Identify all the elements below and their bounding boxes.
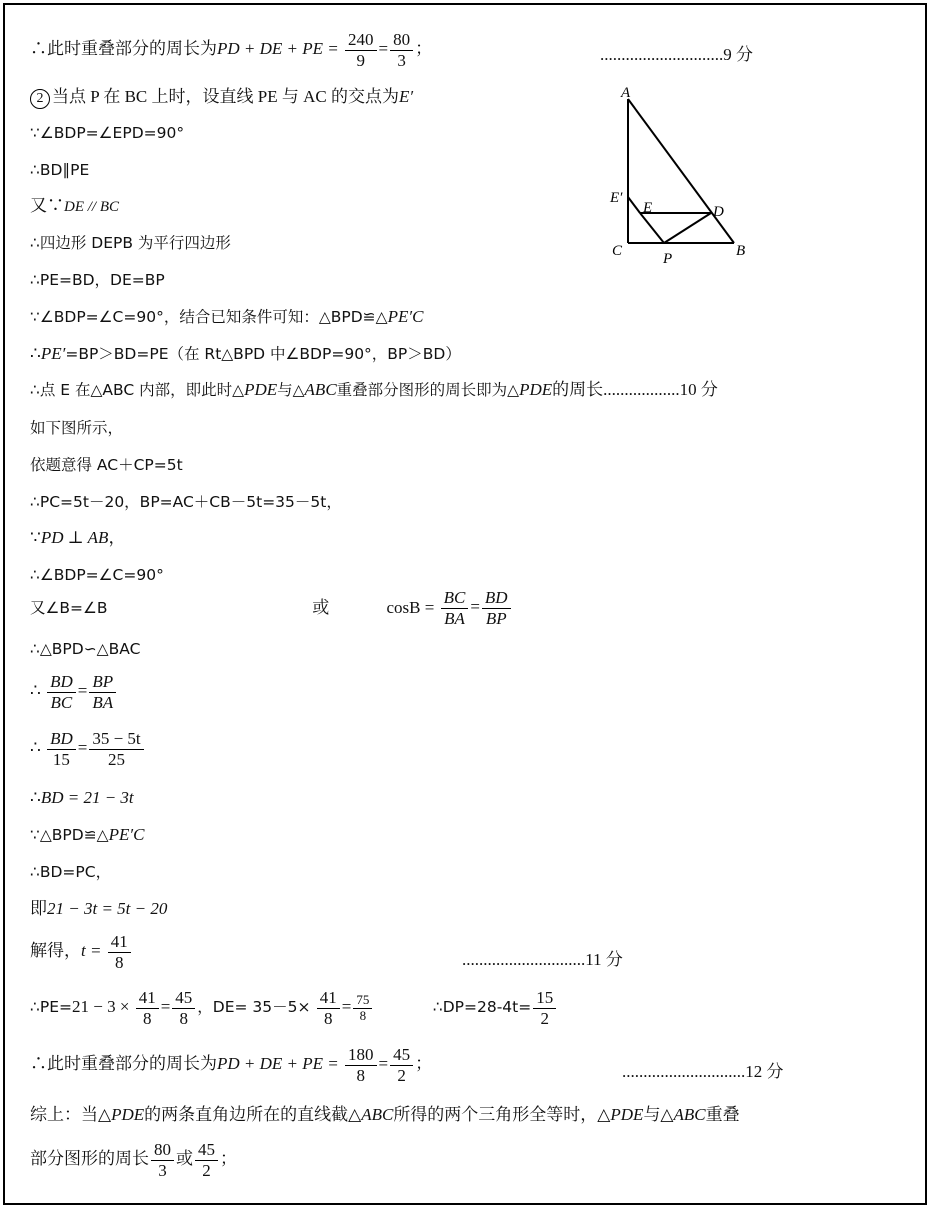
- line-6: ∴四边形 DEPB 为平行四边形: [30, 234, 231, 252]
- text: ∴此时重叠部分的周长为: [30, 1053, 217, 1073]
- fraction: [441, 588, 469, 628]
- line-12: 依题意得 AC＋CP=5t: [30, 456, 183, 474]
- line-18: [30, 672, 118, 712]
- fraction: [390, 30, 413, 70]
- text: 与△: [643, 1105, 674, 1124]
- line-7: ∴PE=BD，DE=BP: [30, 271, 165, 289]
- line-19: [30, 729, 146, 769]
- fraction: [317, 988, 340, 1028]
- line-3: ∵∠BDP=∠EPD=90°: [30, 124, 185, 142]
- equals: =: [77, 680, 88, 700]
- var: E′: [398, 87, 414, 106]
- text: 重叠: [705, 1105, 740, 1124]
- denominator: 2: [397, 1065, 406, 1085]
- denominator: 9: [356, 50, 366, 70]
- text: 与△: [277, 381, 305, 399]
- line-25: [30, 988, 558, 1028]
- score-9: .............................9 分: [600, 45, 753, 64]
- var: ABC: [361, 1105, 394, 1124]
- label-b: B: [736, 243, 746, 259]
- denominator: 8: [114, 952, 124, 972]
- fraction: [353, 993, 372, 1024]
- denominator: 8: [179, 1008, 189, 1028]
- fraction: [390, 1045, 413, 1085]
- text: 又∵: [30, 196, 64, 215]
- denominator: 8: [359, 1007, 367, 1023]
- text: 的两条直角边所在的直线截△: [144, 1105, 362, 1124]
- numerator: 45: [172, 988, 195, 1009]
- fraction: [533, 988, 556, 1028]
- segment-ep-extended: [628, 197, 640, 213]
- fraction: [89, 672, 116, 712]
- text: 当点 P 在 BC 上时，设直线 PE 与 AC 的交点为: [52, 87, 399, 106]
- text: 或: [176, 1148, 193, 1168]
- text: ∴DP=28-4t=: [432, 997, 532, 1016]
- numerator: 45: [195, 1140, 218, 1161]
- denominator: 8: [142, 1008, 152, 1028]
- fraction: [345, 30, 377, 70]
- var: PE′C: [387, 307, 424, 326]
- fraction: [172, 988, 195, 1028]
- text: ∴: [30, 737, 41, 757]
- score-11: .............................11 分: [462, 950, 623, 969]
- numerator: BD: [47, 672, 76, 693]
- expr: 21 − 3 ×: [72, 996, 130, 1016]
- text: ∴: [30, 680, 41, 700]
- text: 解得，: [30, 940, 81, 960]
- var: PE′C: [108, 825, 145, 844]
- var: PE′: [40, 344, 66, 363]
- line-15: ∴∠BDP=∠C=90°: [30, 566, 164, 584]
- line-11: 如下图所示，: [30, 419, 124, 437]
- fraction: [151, 1140, 174, 1180]
- punct: ；: [220, 1148, 237, 1168]
- equals: =: [470, 596, 480, 616]
- label-d: D: [713, 204, 724, 220]
- equals: =: [378, 1053, 389, 1073]
- numerator: BP: [89, 672, 116, 693]
- text: 部分图形的周长: [30, 1148, 149, 1168]
- line-24: [30, 932, 133, 972]
- punct: ，: [108, 528, 126, 547]
- line-2: [30, 86, 413, 109]
- numerator: BC: [441, 588, 469, 609]
- triangle-figure: [600, 85, 770, 270]
- numerator: 41: [136, 988, 159, 1009]
- text: ∴此时重叠部分的周长为: [30, 38, 217, 58]
- text: 又∠B=∠B: [30, 599, 108, 618]
- denominator: BC: [50, 692, 73, 712]
- line-14: [30, 527, 125, 549]
- segment-ep: [640, 213, 664, 243]
- text: ∴: [30, 788, 41, 807]
- fraction: [108, 932, 131, 972]
- line-5: [30, 195, 119, 218]
- equals: =: [160, 996, 171, 1016]
- segment-ab: [628, 99, 734, 243]
- text: ∵∠BDP=∠C=90°，结合已知条件可知：△BPD≌△: [30, 308, 388, 326]
- fraction: [47, 729, 76, 769]
- text: =BP＞BD=PE（在 Rt△BPD 中∠BDP=90°，BP＞BD）: [65, 345, 461, 363]
- var: ABC: [673, 1105, 706, 1124]
- fraction: [47, 672, 76, 712]
- expr: DE // BC: [64, 199, 119, 215]
- line-28: [30, 1140, 237, 1180]
- expr: PD + DE + PE =: [217, 1053, 339, 1073]
- denominator: 2: [202, 1160, 211, 1180]
- line-4: ∴BD∥PE: [30, 161, 90, 179]
- text: ∴点 E 在△ABC 内部，即此时△: [30, 381, 245, 399]
- score-12: .............................12 分: [622, 1062, 784, 1081]
- text: 或: [312, 598, 330, 618]
- denominator: BA: [444, 608, 465, 628]
- numerator: 41: [108, 932, 131, 953]
- line-1: [30, 30, 432, 70]
- denominator: BP: [485, 608, 507, 628]
- denominator: 25: [108, 749, 125, 769]
- var: PDE: [111, 1105, 145, 1124]
- numerator: 45: [390, 1045, 413, 1066]
- var: PDE: [519, 380, 553, 399]
- equals: =: [341, 996, 352, 1016]
- equals: =: [77, 737, 88, 757]
- label-p: P: [663, 251, 673, 267]
- segment-pd: [664, 213, 711, 243]
- line-21: [30, 824, 144, 846]
- denominator: 8: [324, 1008, 333, 1028]
- fraction: [482, 588, 511, 628]
- punct: ；: [415, 1053, 433, 1073]
- line-9: [30, 343, 461, 365]
- numerator: BD: [47, 729, 76, 750]
- numerator: 80: [390, 30, 413, 51]
- fraction: [136, 988, 159, 1028]
- numerator: 75: [353, 993, 372, 1009]
- text: 所得的两个三角形全等时，△: [393, 1105, 611, 1124]
- label-e-prime: E′: [610, 190, 623, 206]
- expr: PD ⊥ AB: [40, 528, 109, 547]
- line-13: ∴PC=5t－20，BP=AC＋CB－5t=35－5t，: [30, 493, 342, 511]
- var: PDE: [244, 380, 278, 399]
- text: ，DE= 35－5×: [197, 997, 311, 1016]
- line-22: ∴BD=PC，: [30, 863, 112, 881]
- numerator: 180: [345, 1045, 377, 1066]
- expr: t =: [81, 940, 102, 960]
- line-27: [30, 1104, 740, 1126]
- denominator: 3: [397, 50, 406, 70]
- line-20: [30, 787, 134, 809]
- text: 重叠部分图形的周长即为△: [336, 381, 520, 399]
- text: ∴PE=: [30, 997, 72, 1016]
- line-10: [30, 379, 718, 401]
- equals: =: [378, 38, 389, 58]
- line-16: [30, 588, 513, 628]
- text: 即: [30, 899, 47, 918]
- denominator: 2: [540, 1008, 549, 1028]
- line-8: [30, 306, 423, 328]
- punct: ；: [415, 38, 433, 58]
- numerator: 35 − 5t: [89, 729, 143, 750]
- text: ∵: [30, 528, 41, 547]
- expr: cosB =: [386, 598, 435, 618]
- var: ABC: [304, 380, 337, 399]
- text: ∵△BPD≌△: [30, 826, 109, 844]
- denominator: BA: [92, 692, 114, 712]
- fraction: [345, 1045, 377, 1085]
- var: PDE: [610, 1105, 644, 1124]
- expr: 21 − 3t = 5t − 20: [47, 899, 168, 918]
- label-a: A: [621, 85, 631, 101]
- text: 综上：当△: [30, 1105, 112, 1124]
- text: ∴: [30, 344, 41, 363]
- text: 的周长..................10 分: [552, 380, 718, 399]
- numerator: 15: [533, 988, 556, 1009]
- label-e: E: [643, 200, 653, 216]
- fraction: [195, 1140, 218, 1180]
- numerator: BD: [482, 588, 511, 609]
- expr: BD = 21 − 3t: [40, 788, 134, 807]
- line-26: [30, 1045, 432, 1085]
- line-23: [30, 898, 167, 920]
- fraction: [89, 729, 143, 769]
- denominator: 3: [158, 1160, 167, 1180]
- numerator: 240: [345, 30, 377, 51]
- line-17: ∴△BPD∽△BAC: [30, 640, 141, 658]
- expr: PD + DE + PE =: [217, 38, 339, 58]
- label-c: C: [612, 243, 623, 259]
- denominator: 15: [52, 749, 70, 769]
- circled-number: 2: [30, 89, 50, 109]
- denominator: 8: [356, 1065, 366, 1085]
- numerator: 41: [317, 988, 340, 1009]
- numerator: 80: [151, 1140, 174, 1161]
